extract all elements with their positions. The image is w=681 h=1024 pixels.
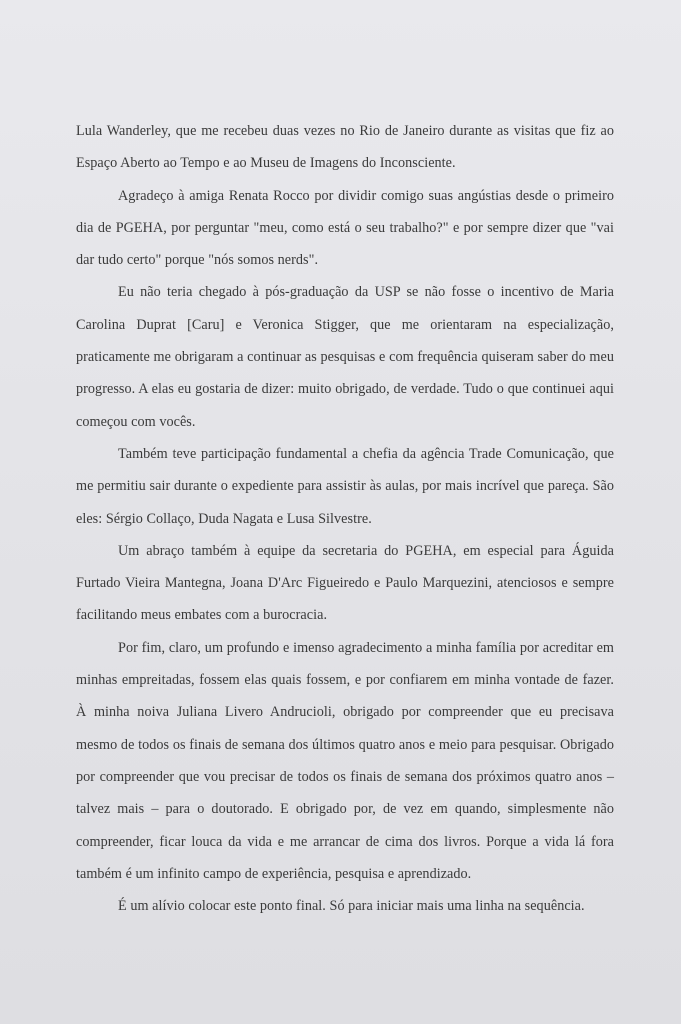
paragraph-6: Por fim, claro, um profundo e imenso agradecimento a minha família por acreditar em minhas empreitadas, fossem elas quais fossem, e por confiarem em minha vontade de fazer. À minha noiva Juliana Livero Andrucioli, obrigado por compreender que eu precisava mesmo de todos os finais de semana dos últimos quatro anos e meio para pesquisar. Obrigado por compreender que vou precisar de todos os finais de semana dos próximos quatro anos – talvez mais – para o doutorado. E obrigado por, de vez em quando, simplesmente não compreender, ficar louca da vida e me arrancar de cima dos livros. Porque a vida lá fora também é um infinito campo de experiência, pesquisa e aprendizado. [76, 639, 614, 882]
paragraph-5: Um abraço também à equipe da secretaria do PGEHA, em especial para Águida Furtado Vieira Mantegna, Joana D'Arc Figueiredo e Paulo Marquezini, atenciosos e sempre facilitando meus embates com a burocracia. [76, 542, 614, 624]
paragraph-2: Agradeço à amiga Renata Rocco por dividir comigo suas angústias desde o primeiro dia de PGEHA, por perguntar "meu, como está o seu trabalho?" e por sempre dizer que "vai dar tudo certo" porque "nós somos nerds". [76, 187, 614, 269]
paragraph-3: Eu não teria chegado à pós-graduação da USP se não fosse o incentivo de Maria Carolina Duprat [Caru] e Veronica Stigger, que me orientaram na especialização, praticamente me obrigaram a continuar as pesquisas e com frequência quiseram saber do meu progresso. A elas eu gostaria de dizer: muito obrigado, de verdade. Tudo o que continuei aqui começou com vocês. [76, 284, 614, 430]
paragraph-1: Lula Wanderley, que me recebeu duas vezes no Rio de Janeiro durante as visitas que fiz ao Espaço Aberto ao Tempo e ao Museu de Imagens do Inconsciente. [76, 123, 614, 172]
paragraph-7: É um alívio colocar este ponto final. Só para iniciar mais uma linha na sequência. [118, 898, 585, 915]
acknowledgements-text [76, 115, 614, 922]
paragraph-4: Também teve participação fundamental a chefia da agência Trade Comunicação, que me permitiu sair durante o expediente para assistir às aulas, por mais incrível que pareça. São eles: Sérgio Collaço, Duda Nagata e Lusa Silvestre. [76, 445, 614, 527]
